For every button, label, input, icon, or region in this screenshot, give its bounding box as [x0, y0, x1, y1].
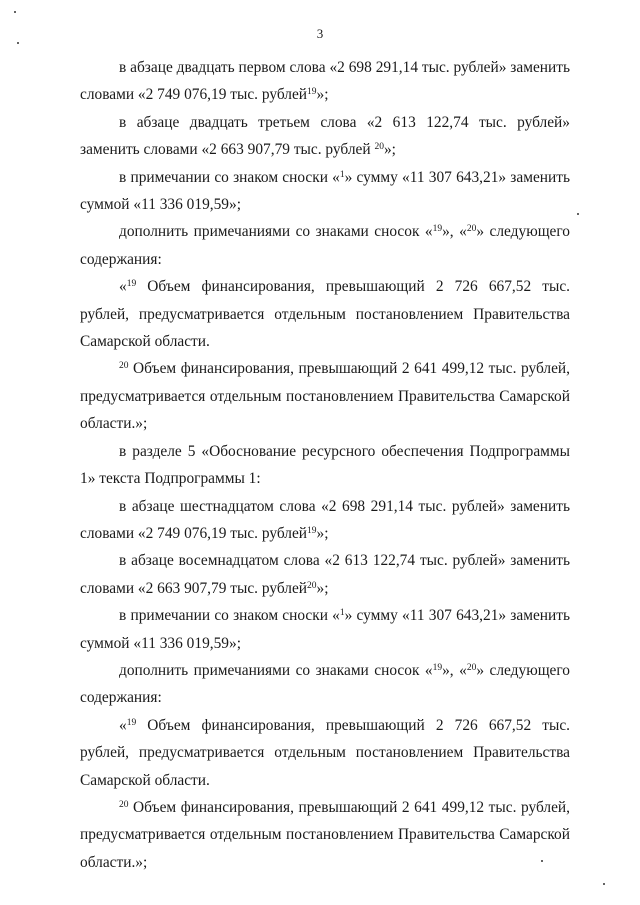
paragraph-4	[80, 218, 570, 273]
paragraph-12	[80, 712, 570, 794]
text-run: в абзаце восемнадцатом слова «2 613 122,74 тыс. рублей» заменить словами «2 663 907,79 тыс. рублей	[80, 552, 570, 597]
footnote-mark: 20	[119, 361, 129, 372]
scan-speck	[603, 883, 605, 885]
text-run: Объем финансирования, превышающий 2 726 667,52 тыс. рублей, предусматривается отдельным постановлением Правительства Самарской области.	[80, 278, 570, 351]
scan-speck	[17, 42, 19, 44]
paragraph-9	[80, 547, 570, 602]
paragraph-10	[80, 602, 570, 657]
paragraph-2	[80, 109, 570, 164]
text-run: в разделе 5 «Обоснование ресурсного обеспечения Подпрограммы 1» текста Подпрограммы 1:	[80, 442, 570, 488]
text-run: » сумму «11 307 643,21» заменить суммой «11 336 019,59»;	[80, 168, 570, 214]
text-run: дополнить примечаниями со знаками сносок «	[119, 661, 433, 679]
text-run: Объем финансирования, превышающий 2 641 499,12 тыс. рублей, предусматривается отдельным постановлением Правительства Самарской области.»;	[80, 360, 570, 433]
footnote-mark: 19	[307, 87, 317, 98]
text-run: » сумму «11 307 643,21» заменить суммой «11 336 019,59»;	[80, 607, 570, 652]
text-run: «	[119, 716, 127, 734]
footnote-mark: 20	[374, 142, 384, 153]
footnote-mark: 20	[466, 662, 477, 673]
paragraph-1	[80, 54, 570, 109]
paragraph-8	[80, 493, 570, 548]
paragraph-3	[80, 164, 570, 219]
text-run: в примечании со знаком сноски «	[119, 607, 340, 625]
text-run: », «	[442, 661, 467, 679]
text-run: дополнить примечаниями со знаками сносок «	[119, 223, 433, 241]
text-run: в абзаце двадцать первом слова «2 698 291,14 тыс. рублей» заменить словами «2 749 076,19 тыс. рублей	[80, 59, 570, 104]
scan-speck	[541, 860, 543, 862]
footnote-mark: 19	[307, 525, 317, 536]
paragraph-13	[80, 794, 570, 876]
footnote-mark: 19	[126, 279, 137, 290]
footnote-mark: 19	[432, 224, 443, 235]
text-run: Объем финансирования, превышающий 2 726 667,52 тыс. рублей, предусматривается отдельным постановлением Правительства Самарской области.	[80, 716, 570, 789]
footnote-mark: 20	[307, 580, 317, 591]
footnote-mark: 19	[432, 662, 443, 673]
footnote-mark: 20	[466, 224, 477, 235]
footnote-mark: 1	[339, 608, 345, 619]
footnote-mark: 20	[119, 799, 129, 810]
scan-speck	[577, 213, 579, 215]
text-run: Объем финансирования, превышающий 2 641 499,12 тыс. рублей, предусматривается отдельным постановлением Правительства Самарской области.»;	[80, 798, 570, 871]
text-run: » следующего содержания:	[80, 661, 570, 707]
text-run: »;	[316, 579, 329, 597]
text-run: », «	[442, 223, 467, 241]
footnote-mark: 1	[339, 169, 345, 180]
paragraph-6	[80, 355, 570, 437]
paragraph-5	[80, 273, 570, 355]
paragraph-7	[80, 438, 570, 493]
scan-speck	[14, 11, 16, 13]
text-run: »;	[316, 524, 329, 542]
text-run: в абзаце двадцать третьем слова «2 613 122,74 тыс. рублей» заменить словами «2 663 907,79 тыс. рублей	[80, 113, 570, 159]
text-run: »;	[383, 141, 396, 159]
document-body	[80, 54, 570, 876]
footnote-mark: 19	[126, 717, 137, 728]
text-run: «	[119, 278, 127, 296]
text-run: в абзаце шестнадцатом слова «2 698 291,14 тыс. рублей» заменить словами «2 749 076,19 тыс. рублей	[80, 497, 570, 542]
text-run: » следующего содержания:	[80, 223, 570, 268]
text-run: в примечании со знаком сноски «	[119, 168, 340, 186]
text-run: »;	[316, 86, 329, 104]
page-number: 3	[316, 26, 324, 41]
paragraph-11	[80, 657, 570, 712]
